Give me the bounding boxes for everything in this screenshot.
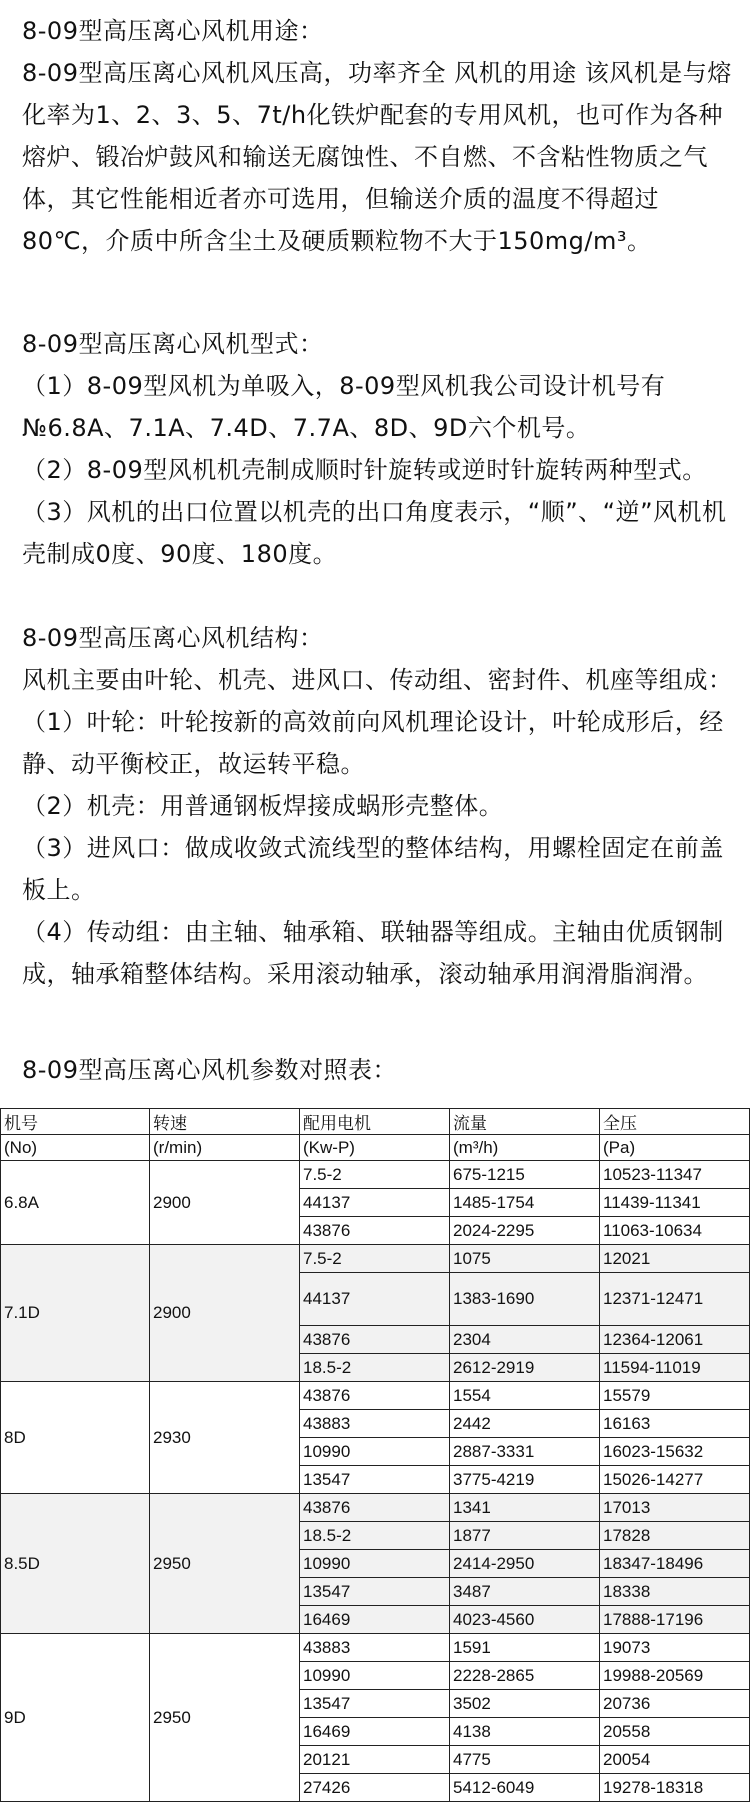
pressure-cell: 20054 bbox=[600, 1746, 750, 1774]
motor-cell: 13547 bbox=[300, 1466, 450, 1494]
structure-intro: 风机主要由叶轮、机壳、进风口、传动组、密封件、机座等组成： bbox=[22, 666, 733, 694]
types-line-2: （2）8-09型风机机壳制成顺时针旋转或逆时针旋转两种型式。 bbox=[22, 456, 707, 484]
pressure-cell: 12371-12471 bbox=[600, 1273, 750, 1326]
speed-cell: 2950 bbox=[150, 1634, 300, 1802]
motor-cell: 43883 bbox=[300, 1634, 450, 1662]
flow-cell: 1383-1690 bbox=[450, 1273, 600, 1326]
header-pressure: 全压 bbox=[600, 1109, 750, 1135]
pressure-cell: 16023-15632 bbox=[600, 1438, 750, 1466]
model-cell: 8.5D bbox=[1, 1494, 150, 1634]
header-flow: 流量 bbox=[450, 1109, 600, 1135]
flow-cell: 4138 bbox=[450, 1718, 600, 1746]
flow-cell: 4775 bbox=[450, 1746, 600, 1774]
table-row bbox=[1, 1634, 750, 1662]
flow-cell: 2024-2295 bbox=[450, 1217, 600, 1245]
flow-cell: 5412-6049 bbox=[450, 1774, 600, 1802]
pressure-cell: 12364-12061 bbox=[600, 1326, 750, 1354]
motor-cell: 16469 bbox=[300, 1718, 450, 1746]
table-row bbox=[1, 1494, 750, 1522]
model-cell: 9D bbox=[1, 1634, 150, 1802]
pressure-cell: 17013 bbox=[600, 1494, 750, 1522]
flow-cell: 2612-2919 bbox=[450, 1354, 600, 1382]
structure-section bbox=[22, 617, 742, 995]
unit-motor: (Kw-P) bbox=[300, 1135, 450, 1161]
table-title: 8-09型高压离心风机参数对照表： bbox=[22, 1056, 397, 1084]
model-cell: 8D bbox=[1, 1382, 150, 1494]
motor-cell: 10990 bbox=[300, 1550, 450, 1578]
motor-cell: 44137 bbox=[300, 1189, 450, 1217]
unit-pressure: (Pa) bbox=[600, 1135, 750, 1161]
motor-cell: 20121 bbox=[300, 1746, 450, 1774]
speed-cell: 2950 bbox=[150, 1494, 300, 1634]
pressure-cell: 19278-18318 bbox=[600, 1774, 750, 1802]
flow-cell: 1591 bbox=[450, 1634, 600, 1662]
parameter-table-body bbox=[1, 1109, 750, 1802]
header-speed: 转速 bbox=[150, 1109, 300, 1135]
flow-cell: 675-1215 bbox=[450, 1161, 600, 1189]
pressure-cell: 12021 bbox=[600, 1245, 750, 1273]
header-motor: 配用电机 bbox=[300, 1109, 450, 1135]
unit-flow: (m³/h) bbox=[450, 1135, 600, 1161]
table-row bbox=[1, 1245, 750, 1273]
pressure-cell: 11439-11341 bbox=[600, 1189, 750, 1217]
flow-cell: 1485-1754 bbox=[450, 1189, 600, 1217]
structure-line-1: （1）叶轮：叶轮按新的高效前向风机理论设计，叶轮成形后，经静、动平衡校正，故运转平稳。 bbox=[22, 708, 724, 778]
pressure-cell: 15026-14277 bbox=[600, 1466, 750, 1494]
pressure-cell: 17888-17196 bbox=[600, 1606, 750, 1634]
pressure-cell: 19073 bbox=[600, 1634, 750, 1662]
flow-cell: 2304 bbox=[450, 1326, 600, 1354]
speed-cell: 2900 bbox=[150, 1245, 300, 1382]
motor-cell: 7.5-2 bbox=[300, 1161, 450, 1189]
speed-cell: 2900 bbox=[150, 1161, 300, 1245]
motor-cell: 10990 bbox=[300, 1662, 450, 1690]
flow-cell: 4023-4560 bbox=[450, 1606, 600, 1634]
motor-cell: 18.5-2 bbox=[300, 1522, 450, 1550]
pressure-cell: 20736 bbox=[600, 1690, 750, 1718]
motor-cell: 43876 bbox=[300, 1382, 450, 1410]
header-model: 机号 bbox=[1, 1109, 150, 1135]
structure-heading: 8-09型高压离心风机结构： bbox=[22, 624, 324, 652]
types-line-3: （3）风机的出口位置以机壳的出口角度表示，“顺”、“逆”风机机壳制成0度、90度、180度。 bbox=[22, 498, 727, 568]
structure-line-3: （3）进风口：做成收敛式流线型的整体结构，用螺栓固定在前盖板上。 bbox=[22, 834, 724, 904]
table-header-row bbox=[1, 1109, 750, 1135]
pressure-cell: 18338 bbox=[600, 1578, 750, 1606]
types-heading: 8-09型高压离心风机型式： bbox=[22, 330, 324, 358]
motor-cell: 44137 bbox=[300, 1273, 450, 1326]
motor-cell: 13547 bbox=[300, 1690, 450, 1718]
flow-cell: 3487 bbox=[450, 1578, 600, 1606]
motor-cell: 43876 bbox=[300, 1494, 450, 1522]
motor-cell: 18.5-2 bbox=[300, 1354, 450, 1382]
unit-model: (No) bbox=[1, 1135, 150, 1161]
table-unit-row bbox=[1, 1135, 750, 1161]
pressure-cell: 10523-11347 bbox=[600, 1161, 750, 1189]
speed-cell: 2930 bbox=[150, 1382, 300, 1494]
pressure-cell: 11063-10634 bbox=[600, 1217, 750, 1245]
flow-cell: 2887-3331 bbox=[450, 1438, 600, 1466]
motor-cell: 43876 bbox=[300, 1326, 450, 1354]
flow-cell: 3775-4219 bbox=[450, 1466, 600, 1494]
flow-cell: 1554 bbox=[450, 1382, 600, 1410]
model-cell: 6.8A bbox=[1, 1161, 150, 1245]
flow-cell: 2414-2950 bbox=[450, 1550, 600, 1578]
pressure-cell: 15579 bbox=[600, 1382, 750, 1410]
table-row bbox=[1, 1382, 750, 1410]
types-section bbox=[22, 323, 742, 575]
structure-line-2: （2）机壳：用普通钢板焊接成蜗形壳整体。 bbox=[22, 792, 504, 820]
flow-cell: 1341 bbox=[450, 1494, 600, 1522]
table-row bbox=[1, 1161, 750, 1189]
pressure-cell: 19988-20569 bbox=[600, 1662, 750, 1690]
motor-cell: 43883 bbox=[300, 1410, 450, 1438]
model-cell: 7.1D bbox=[1, 1245, 150, 1382]
motor-cell: 16469 bbox=[300, 1606, 450, 1634]
pressure-cell: 18347-18496 bbox=[600, 1550, 750, 1578]
pressure-cell: 11594-11019 bbox=[600, 1354, 750, 1382]
flow-cell: 1877 bbox=[450, 1522, 600, 1550]
structure-line-4: （4）传动组：由主轴、轴承箱、联轴器等组成。主轴由优质钢制成，轴承箱整体结构。采用滚动轴承，滚动轴承用润滑脂润滑。 bbox=[22, 918, 724, 988]
motor-cell: 10990 bbox=[300, 1438, 450, 1466]
parameter-table bbox=[0, 1108, 750, 1802]
types-line-1: （1）8-09型风机为单吸入，8-09型风机我公司设计机号有№6.8A、7.1A、7.4D、7.7A、8D、9D六个机号。 bbox=[22, 372, 666, 442]
motor-cell: 27426 bbox=[300, 1774, 450, 1802]
pressure-cell: 20558 bbox=[600, 1718, 750, 1746]
flow-cell: 3502 bbox=[450, 1690, 600, 1718]
flow-cell: 2442 bbox=[450, 1410, 600, 1438]
pressure-cell: 16163 bbox=[600, 1410, 750, 1438]
flow-cell: 2228-2865 bbox=[450, 1662, 600, 1690]
usage-text: 8-09型高压离心风机风压高，功率齐全 风机的用途 该风机是与熔化率为1、2、3、5、7t/h化铁炉配套的专用风机，也可作为各种熔炉、锻冶炉鼓风和输送无腐蚀性、不自燃、不含粘性物质之气体，其它性能相近者亦可选用，但输送介质的温度不得超过80℃，介质中所含尘土及硬质颗粒物不大于150mg/m³。 bbox=[22, 59, 732, 255]
usage-section bbox=[22, 10, 742, 262]
usage-heading: 8-09型高压离心风机用途： bbox=[22, 17, 324, 45]
flow-cell: 1075 bbox=[450, 1245, 600, 1273]
motor-cell: 13547 bbox=[300, 1578, 450, 1606]
motor-cell: 7.5-2 bbox=[300, 1245, 450, 1273]
motor-cell: 43876 bbox=[300, 1217, 450, 1245]
pressure-cell: 17828 bbox=[600, 1522, 750, 1550]
unit-speed: (r/min) bbox=[150, 1135, 300, 1161]
